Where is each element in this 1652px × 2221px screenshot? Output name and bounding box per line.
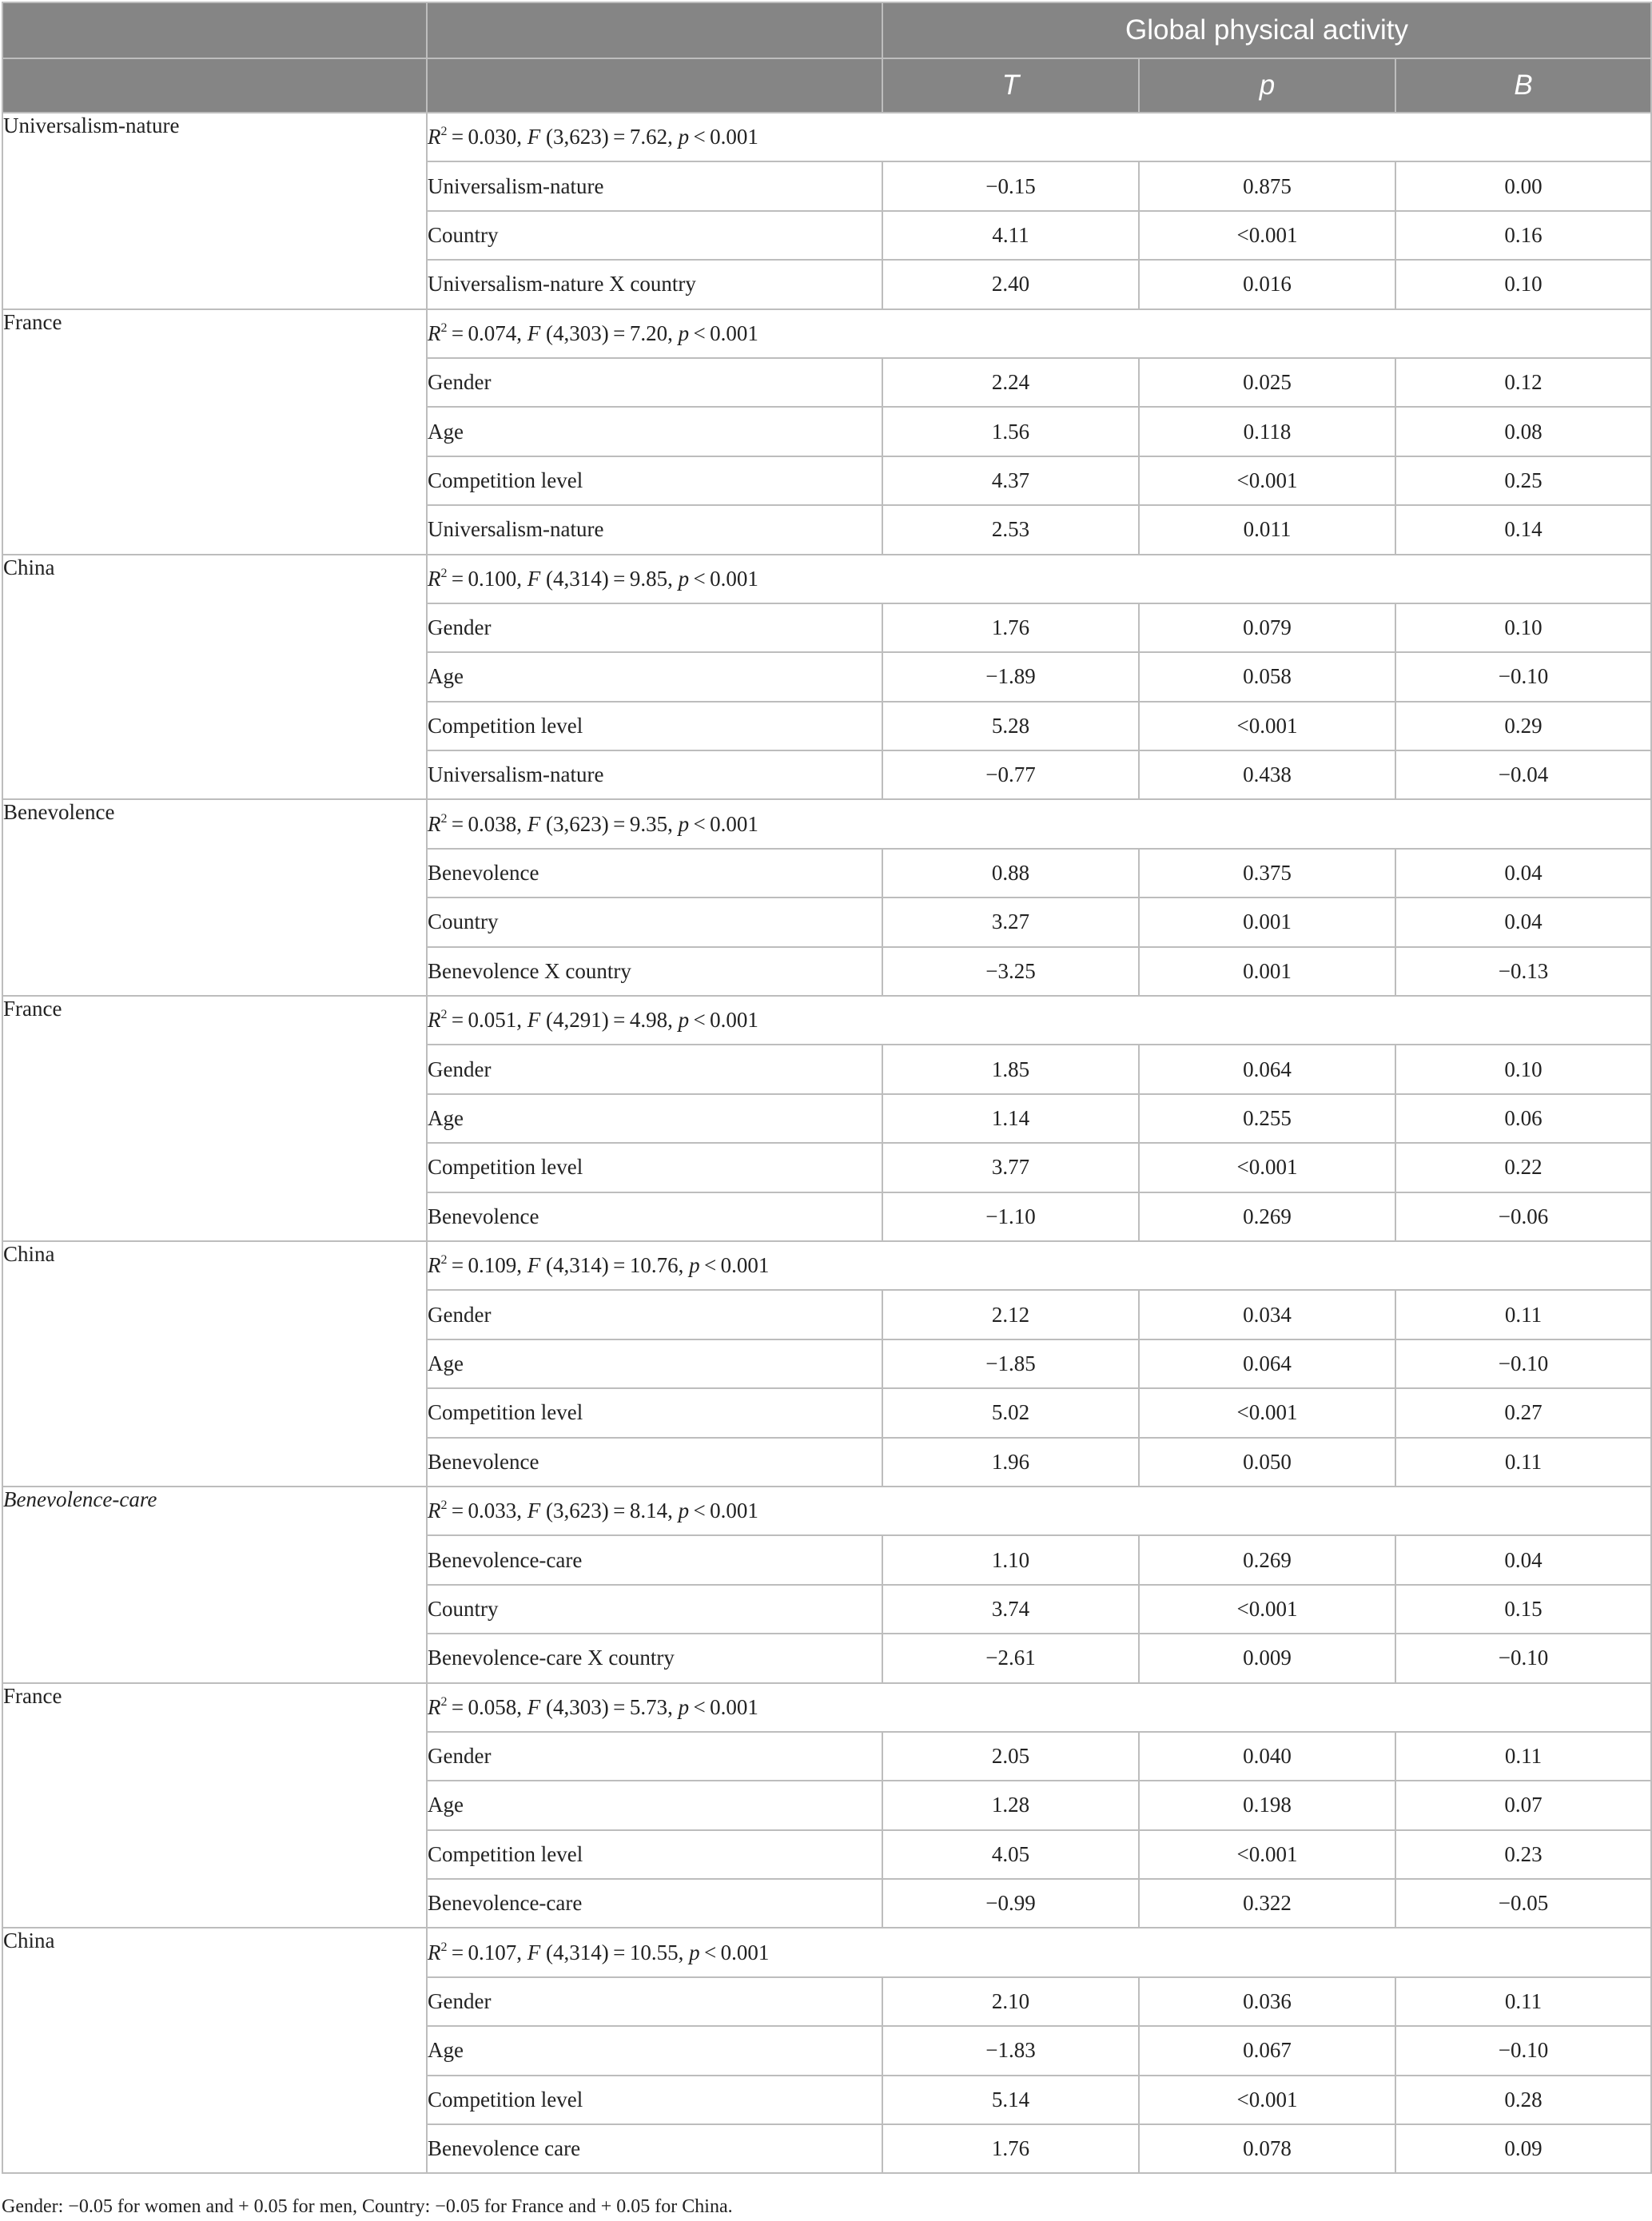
p-value: 0.009	[1139, 1634, 1395, 1682]
predictor-name: Competition level	[427, 2076, 882, 2124]
f-degrees-of-freedom: (4,303)	[546, 320, 609, 345]
header-empty-cell	[427, 58, 882, 113]
table-footnote: Gender: −0.05 for women and + 0.05 for men, Country: −0.05 for France and + 0.05 for China.	[2, 2196, 733, 2217]
predictor-name: Universalism-nature	[427, 505, 882, 554]
t-value: 2.12	[882, 1290, 1139, 1339]
p-value: <0.001	[1139, 1585, 1395, 1634]
t-value: −1.89	[882, 652, 1139, 701]
r-squared-value: 0.100	[468, 566, 517, 591]
p-value: 0.001	[1139, 947, 1395, 996]
group-label: Benevolence	[2, 799, 427, 996]
predictor-name: Benevolence	[427, 849, 882, 898]
f-value: 9.35	[629, 811, 668, 836]
r-squared-value: 0.030	[468, 125, 517, 149]
group-stat-row	[2, 1487, 1651, 1535]
t-value: 1.14	[882, 1094, 1139, 1143]
t-value: −0.99	[882, 1879, 1139, 1928]
group-label: China	[2, 1241, 427, 1487]
predictor-name: Benevolence care	[427, 2124, 882, 2173]
f-value: 10.55	[629, 1940, 679, 1964]
r-squared-value: 0.051	[468, 1008, 517, 1033]
b-value: −0.04	[1395, 750, 1651, 799]
group-label: France	[2, 996, 427, 1241]
predictor-name: Benevolence X country	[427, 947, 882, 996]
predictor-name: Benevolence	[427, 1438, 882, 1487]
predictor-name: Competition level	[427, 1143, 882, 1192]
predictor-name: Gender	[427, 603, 882, 652]
f-degrees-of-freedom: (4,303)	[546, 1694, 609, 1719]
p-threshold: 0.001	[710, 566, 758, 591]
b-value: 0.14	[1395, 505, 1651, 554]
group-label: Benevolence-care	[2, 1487, 427, 1683]
b-value: 0.11	[1395, 1438, 1651, 1487]
t-value: 1.76	[882, 603, 1139, 652]
t-value: 1.96	[882, 1438, 1139, 1487]
table-body	[2, 113, 1651, 2173]
t-value: 4.11	[882, 211, 1139, 260]
model-statistics: $R^2 = 0.038$, F (3,623) = 9.35, p < 0.001	[427, 799, 1651, 848]
group-stat-row	[2, 1683, 1651, 1732]
f-value: 10.76	[629, 1253, 679, 1278]
table-header	[2, 2, 1651, 113]
p-threshold: 0.001	[720, 1940, 770, 1964]
predictor-name: Gender	[427, 1732, 882, 1781]
predictor-name: Universalism-nature	[427, 750, 882, 799]
regression-table	[2, 2, 1652, 2174]
p-threshold: 0.001	[720, 1253, 770, 1278]
group-stat-row	[2, 996, 1651, 1045]
f-degrees-of-freedom: (3,623)	[546, 125, 609, 149]
predictor-name: Age	[427, 1339, 882, 1388]
b-value: 0.28	[1395, 2076, 1651, 2124]
predictor-name: Benevolence-care X country	[427, 1634, 882, 1682]
f-value: 7.62	[629, 125, 668, 149]
b-value: 0.04	[1395, 1535, 1651, 1584]
t-value: 5.02	[882, 1388, 1139, 1437]
t-value: 5.28	[882, 702, 1139, 750]
b-value: −0.10	[1395, 652, 1651, 701]
group-label: Universalism-nature	[2, 113, 427, 309]
b-value: −0.10	[1395, 2026, 1651, 2075]
t-value: 5.14	[882, 2076, 1139, 2124]
p-value: 0.438	[1139, 750, 1395, 799]
column-header-b: B	[1395, 58, 1651, 113]
b-value: 0.15	[1395, 1585, 1651, 1634]
p-value: <0.001	[1139, 456, 1395, 505]
p-value: 0.118	[1139, 407, 1395, 456]
p-value: 0.375	[1139, 849, 1395, 898]
p-value: <0.001	[1139, 1830, 1395, 1879]
predictor-name: Age	[427, 1094, 882, 1143]
f-value: 7.20	[629, 320, 668, 345]
f-degrees-of-freedom: (3,623)	[546, 811, 609, 836]
model-statistics: $R^2 = 0.074$, F (4,303) = 7.20, p < 0.001	[427, 309, 1651, 358]
b-value: −0.10	[1395, 1339, 1651, 1388]
header-empty-cell	[427, 2, 882, 58]
t-value: −1.83	[882, 2026, 1139, 2075]
p-value: 0.198	[1139, 1781, 1395, 1829]
predictor-name: Gender	[427, 358, 882, 407]
predictor-name: Country	[427, 211, 882, 260]
b-value: 0.12	[1395, 358, 1651, 407]
f-value: 8.14	[629, 1499, 668, 1523]
f-value: 4.98	[629, 1008, 668, 1033]
p-value: 0.036	[1139, 1977, 1395, 2026]
f-value: 9.85	[629, 566, 668, 591]
predictor-name: Competition level	[427, 1830, 882, 1879]
predictor-name: Gender	[427, 1045, 882, 1093]
p-value: 0.016	[1139, 260, 1395, 308]
p-value: 0.064	[1139, 1339, 1395, 1388]
t-value: 3.77	[882, 1143, 1139, 1192]
b-value: 0.08	[1395, 407, 1651, 456]
t-value: −1.85	[882, 1339, 1139, 1388]
predictor-name: Gender	[427, 1977, 882, 2026]
b-value: 0.10	[1395, 1045, 1651, 1093]
header-empty-cell	[2, 2, 427, 58]
b-value: 0.27	[1395, 1388, 1651, 1437]
b-value: 0.04	[1395, 849, 1651, 898]
t-value: 1.28	[882, 1781, 1139, 1829]
f-degrees-of-freedom: (4,314)	[546, 1940, 609, 1964]
p-value: 0.064	[1139, 1045, 1395, 1093]
t-value: 2.24	[882, 358, 1139, 407]
b-value: 0.11	[1395, 1290, 1651, 1339]
b-value: 0.00	[1395, 161, 1651, 210]
model-statistics: $R^2 = 0.033$, F (3,623) = 8.14, p < 0.001	[427, 1487, 1651, 1535]
p-value: 0.040	[1139, 1732, 1395, 1781]
predictor-name: Universalism-nature X country	[427, 260, 882, 308]
t-value: 2.40	[882, 260, 1139, 308]
p-threshold: 0.001	[710, 1499, 758, 1523]
t-value: 1.76	[882, 2124, 1139, 2173]
b-value: 0.10	[1395, 260, 1651, 308]
p-value: 0.067	[1139, 2026, 1395, 2075]
predictor-name: Competition level	[427, 1388, 882, 1437]
predictor-name: Benevolence-care	[427, 1535, 882, 1584]
f-degrees-of-freedom: (4,291)	[546, 1008, 609, 1033]
p-threshold: 0.001	[710, 320, 758, 345]
predictor-name: Universalism-nature	[427, 161, 882, 210]
t-value: 1.10	[882, 1535, 1139, 1584]
group-stat-row	[2, 555, 1651, 603]
t-value: 2.05	[882, 1732, 1139, 1781]
b-value: 0.16	[1395, 211, 1651, 260]
p-threshold: 0.001	[710, 125, 758, 149]
t-value: 3.74	[882, 1585, 1139, 1634]
b-value: 0.09	[1395, 2124, 1651, 2173]
predictor-name: Age	[427, 1781, 882, 1829]
model-statistics: $R^2 = 0.109$, F (4,314) = 10.76, p < 0.001	[427, 1241, 1651, 1290]
p-value: <0.001	[1139, 1143, 1395, 1192]
predictor-name: Competition level	[427, 702, 882, 750]
p-value: 0.050	[1139, 1438, 1395, 1487]
model-statistics: $R^2 = 0.051$, F (4,291) = 4.98, p < 0.001	[427, 996, 1651, 1045]
predictor-name: Gender	[427, 1290, 882, 1339]
model-statistics: $R^2 = 0.058$, F (4,303) = 5.73, p < 0.001	[427, 1683, 1651, 1732]
f-degrees-of-freedom: (3,623)	[546, 1499, 609, 1523]
t-value: 3.27	[882, 898, 1139, 946]
p-value: 0.001	[1139, 898, 1395, 946]
b-value: 0.04	[1395, 898, 1651, 946]
header-title: Global physical activity	[882, 2, 1651, 58]
predictor-name: Age	[427, 2026, 882, 2075]
p-value: 0.269	[1139, 1192, 1395, 1241]
p-threshold: 0.001	[710, 1008, 758, 1033]
p-value: 0.255	[1139, 1094, 1395, 1143]
t-value: −2.61	[882, 1634, 1139, 1682]
group-label: France	[2, 309, 427, 555]
header-empty-cell	[2, 58, 427, 113]
p-value: <0.001	[1139, 211, 1395, 260]
group-label: China	[2, 1928, 427, 2173]
column-header-p: p	[1139, 58, 1395, 113]
r-squared-value: 0.074	[468, 320, 517, 345]
b-value: 0.07	[1395, 1781, 1651, 1829]
p-value: 0.058	[1139, 652, 1395, 701]
b-value: −0.13	[1395, 947, 1651, 996]
t-value: 0.88	[882, 849, 1139, 898]
t-value: −0.77	[882, 750, 1139, 799]
t-value: −3.25	[882, 947, 1139, 996]
p-value: 0.011	[1139, 505, 1395, 554]
group-stat-row	[2, 1241, 1651, 1290]
p-value: 0.034	[1139, 1290, 1395, 1339]
predictor-name: Age	[427, 407, 882, 456]
f-value: 5.73	[629, 1694, 668, 1719]
b-value: 0.23	[1395, 1830, 1651, 1879]
b-value: −0.05	[1395, 1879, 1651, 1928]
p-value: 0.078	[1139, 2124, 1395, 2173]
r-squared-value: 0.033	[468, 1499, 517, 1523]
column-header-t: T	[882, 58, 1139, 113]
p-threshold: 0.001	[710, 811, 758, 836]
t-value: 1.85	[882, 1045, 1139, 1093]
b-value: 0.25	[1395, 456, 1651, 505]
predictor-name: Benevolence-care	[427, 1879, 882, 1928]
group-stat-row	[2, 799, 1651, 848]
model-statistics: $R^2 = 0.107$, F (4,314) = 10.55, p < 0.001	[427, 1928, 1651, 1976]
b-value: 0.11	[1395, 1977, 1651, 2026]
b-value: −0.06	[1395, 1192, 1651, 1241]
t-value: 4.05	[882, 1830, 1139, 1879]
p-value: 0.079	[1139, 603, 1395, 652]
f-degrees-of-freedom: (4,314)	[546, 566, 609, 591]
group-label: France	[2, 1683, 427, 1928]
group-stat-row	[2, 113, 1651, 161]
p-threshold: 0.001	[710, 1694, 758, 1719]
r-squared-value: 0.038	[468, 811, 517, 836]
t-value: 4.37	[882, 456, 1139, 505]
r-squared-value: 0.058	[468, 1694, 517, 1719]
b-value: 0.10	[1395, 603, 1651, 652]
p-value: 0.269	[1139, 1535, 1395, 1584]
b-value: 0.06	[1395, 1094, 1651, 1143]
p-value: <0.001	[1139, 1388, 1395, 1437]
predictor-name: Competition level	[427, 456, 882, 505]
group-stat-row	[2, 1928, 1651, 1976]
p-value: 0.025	[1139, 358, 1395, 407]
p-value: 0.322	[1139, 1879, 1395, 1928]
r-squared-value: 0.107	[468, 1940, 517, 1964]
predictor-name: Benevolence	[427, 1192, 882, 1241]
model-statistics: $R^2 = 0.030$, F (3,623) = 7.62, p < 0.001	[427, 113, 1651, 161]
b-value: 0.29	[1395, 702, 1651, 750]
predictor-name: Country	[427, 898, 882, 946]
b-value: −0.10	[1395, 1634, 1651, 1682]
p-value: <0.001	[1139, 702, 1395, 750]
b-value: 0.22	[1395, 1143, 1651, 1192]
predictor-name: Country	[427, 1585, 882, 1634]
t-value: 2.10	[882, 1977, 1139, 2026]
f-degrees-of-freedom: (4,314)	[546, 1253, 609, 1278]
group-stat-row	[2, 309, 1651, 358]
table-wrapper	[2, 2, 1650, 2174]
t-value: −0.15	[882, 161, 1139, 210]
p-value: <0.001	[1139, 2076, 1395, 2124]
group-label: China	[2, 555, 427, 800]
t-value: 1.56	[882, 407, 1139, 456]
p-value: 0.875	[1139, 161, 1395, 210]
t-value: −1.10	[882, 1192, 1139, 1241]
r-squared-value: 0.109	[468, 1253, 517, 1278]
t-value: 2.53	[882, 505, 1139, 554]
model-statistics: $R^2 = 0.100$, F (4,314) = 9.85, p < 0.001	[427, 555, 1651, 603]
b-value: 0.11	[1395, 1732, 1651, 1781]
predictor-name: Age	[427, 652, 882, 701]
